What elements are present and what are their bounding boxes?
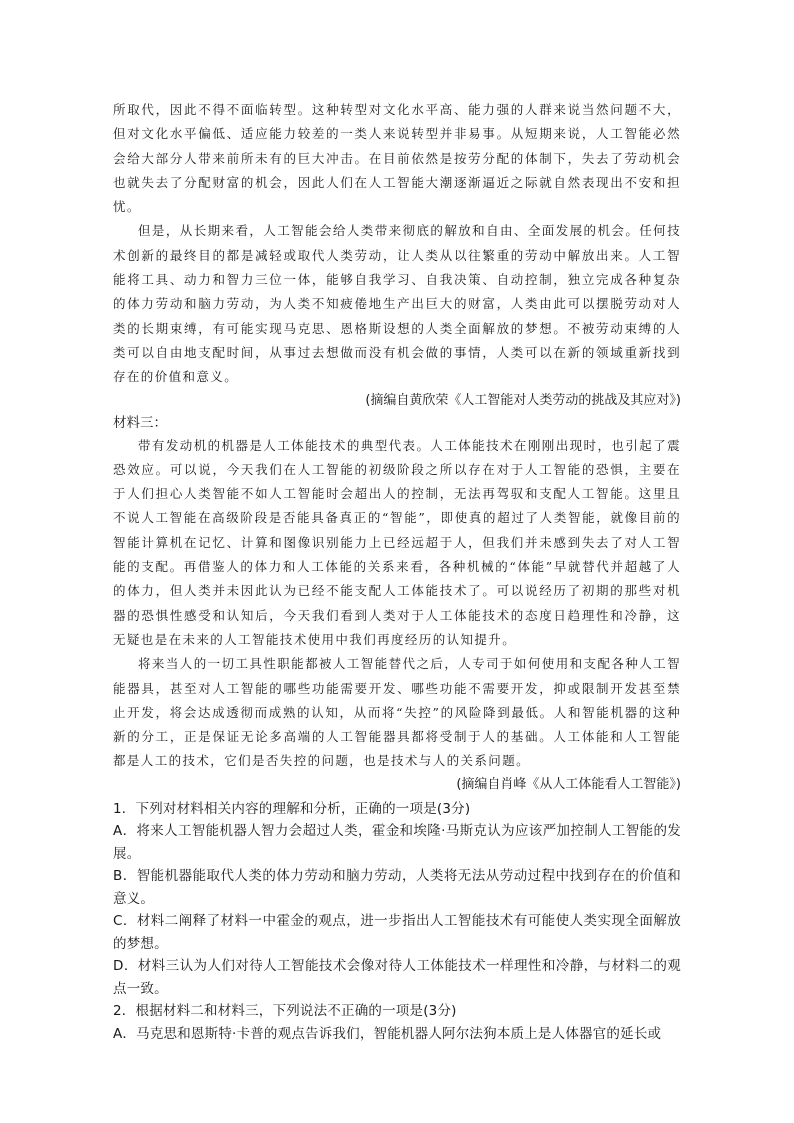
question-1-option-b: B．智能机器能取代人类的体力劳动和脑力劳动，人类将无法从劳动过程中找到存在的价值和意义。 [113, 868, 681, 907]
question-2-stem: 2．根据材料二和材料三，下列说法不正确的一项是(3分) [113, 1003, 457, 1020]
material2-source: (摘编自黄欣荣《人工智能对人类劳动的挑战及其应对》) [365, 392, 681, 408]
material3-heading: 材料三： [113, 414, 167, 431]
material2-paragraph-2: 但是，从长期来看，人工智能会给人类带来彻底的解放和自由、全面发展的机会。任何技术创新的最终目的都是减轻或取代人类劳动，让人类从以往繁重的劳动中解放出来。人工智能将工具、动力和智力三位一体，能够自我学习、自我决策、自动控制，独立完成各种复杂的体力劳动和脑力劳动，为人类不知疲倦地生产出巨大的财富，人类由此可以摆脱劳动对人类的长期束缚，有可能实现马克思、恩格斯设想的人类全面解放的梦想。不被劳动束缚的人类可以自由地支配时间，从事过去想做而没有机会做的事情，人类可以在新的领域重新找到存在的价值和意义。 [113, 223, 681, 385]
question-1-option-c: C．材料二阐释了材料一中霍金的观点，进一步指出人工智能技术有可能使人类实现全面解放的梦想。 [113, 913, 681, 952]
material2-paragraph-1: 所取代，因此不得不面临转型。这种转型对文化水平高、能力强的人群来说当然问题不大，但对文化水平偏低、适应能力较差的一类人来说转型并非易事。从短期来说，人工智能必然会给大部分人带来前所未有的巨大冲击。在目前依然是按劳分配的体制下，失去了劳动机会也就失去了分配财富的机会，因此人们在人工智能大潮逐渐逼近之际就自然表现出不安和担忧。 [113, 102, 681, 215]
question-1-option-a: A．将来人工智能机器人智力会超过人类，霍金和埃隆·马斯克认为应该严加控制人工智能的发展。 [113, 823, 681, 862]
question-1-option-d: D．材料三认为人们对待人工智能技术会像对待人工体能技术一样理性和冷静，与材料二的观点一致。 [113, 958, 681, 997]
material3-paragraph-1: 带有发动机的机器是人工体能技术的典型代表。人工体能技术在刚刚出现时，也引起了震恐效应。可以说，今天我们在人工智能的初级阶段之所以存在对于人工智能的恐惧，主要在于人们担心人类智能不如人工智能时会超出人的控制，无法再驾驭和支配人工智能。这里且不说人工智能在高级阶段是否能具备真正的“智能”，即使真的超过了人类智能，就像目前的智能计算机在记忆、计算和图像识别能力上已经远超于人，但我们并未感到失去了对人工智能的支配。再借鉴人的体力和人工体能的关系来看，各种机械的“体能”早就替代并超越了人的体力，但人类并未因此认为已经不能支配人工体能技术了。可以说经历了初期的那些对机器的恐惧性感受和认知后，今天我们看到人类对于人工体能技术的态度日趋理性和冷静，这无疑也是在未来的人工智能技术使用中我们再度经历的认知提升。 [113, 437, 681, 647]
question-2-option-a: A．马克思和恩斯特·卡普的观点告诉我们，智能机器人阿尔法狗本质上是人体器官的延长或 [113, 1025, 662, 1042]
question-1-stem: 1．下列对材料相关内容的理解和分析，正确的一项是(3分) [113, 800, 471, 817]
material3-paragraph-2: 将来当人的一切工具性职能都被人工智能替代之后，人专司于如何使用和支配各种人工智能器具，甚至对人工智能的哪些功能需要开发、哪些功能不需要开发，抑或限制开发甚至禁止开发，将会达成透彻而成熟的认知，从而将“失控”的风险降到最低。人和智能机器的这种新的分工，正是保证无论多高端的人工智能器具都将受制于人的基础。人工体能和人工智能都是人工的技术，它们是否失控的问题，也是技术与人的关系问题。 [113, 656, 681, 769]
material3-source: (摘编自肖峰《从人工体能看人工智能》) [456, 776, 681, 792]
